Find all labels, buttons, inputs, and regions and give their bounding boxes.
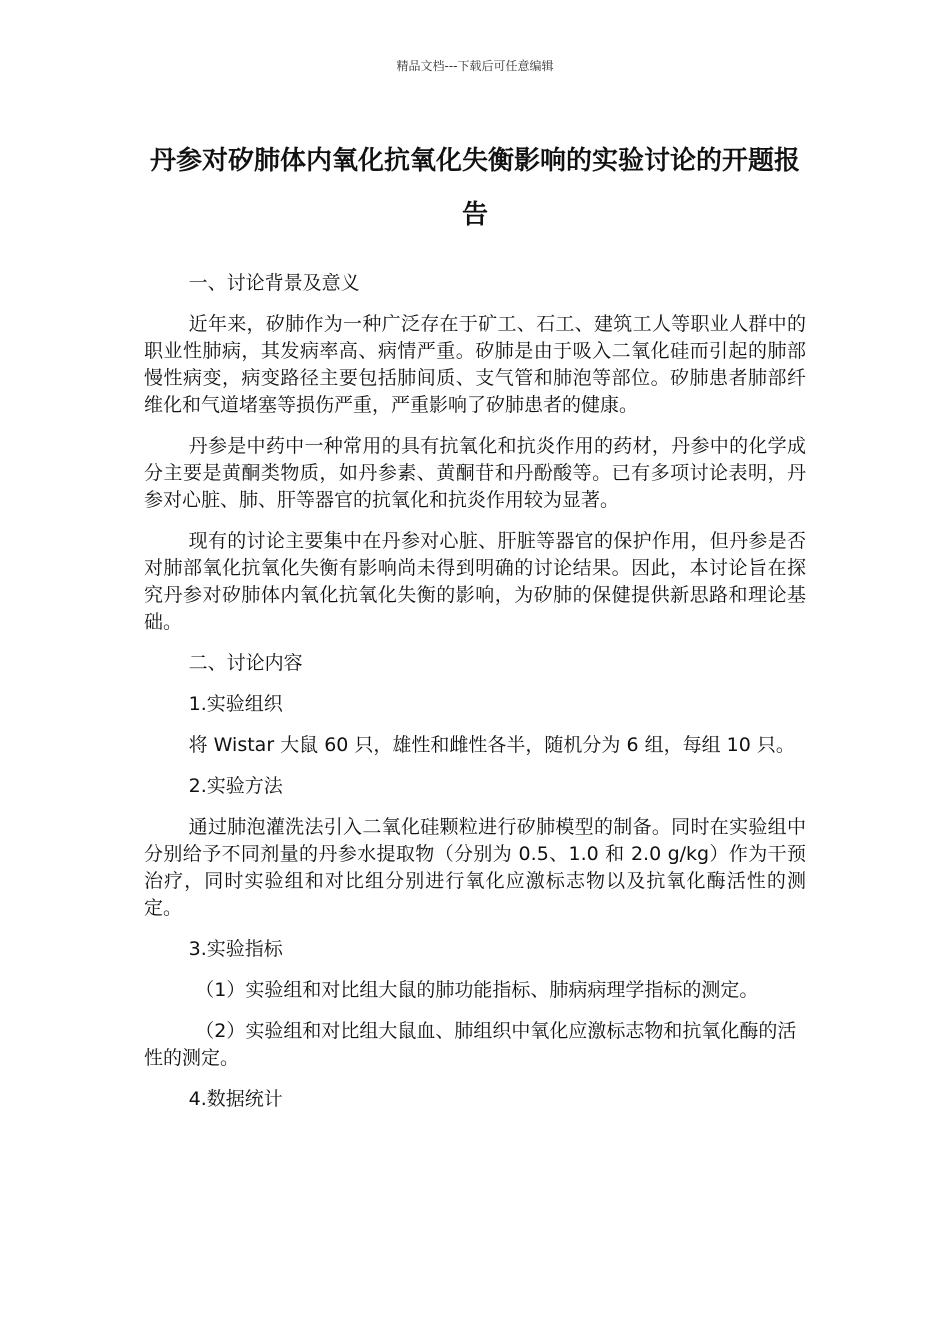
paragraph: 通过肺泡灌洗法引入二氧化硅颗粒进行矽肺模型的制备。同时在实验组中分别给予不同剂量的丹参水提取物（分别为 0.5、1.0 和 2.0 g/kg）作为干预治疗，同时实验组和对比组分别进行氧化应激标志物以及抗氧化酶活性的测定。 [144,816,806,919]
section-heading-background: 一、讨论背景及意义 [188,272,360,294]
paragraph: 丹参是中药中一种常用的具有抗氧化和抗炎作用的药材，丹参中的化学成分主要是黄酮类物质，如丹参素、黄酮苷和丹酚酸等。已有多项讨论表明，丹参对心脏、肺、肝等器官的抗氧化和抗炎作用较为显著。 [144,435,806,511]
subsection-heading: 3.实验指标 [188,938,283,960]
subsection-heading: 4.数据统计 [188,1088,283,1110]
subsection-heading: 2.实验方法 [188,775,283,797]
paragraph: 近年来，矽肺作为一种广泛存在于矿工、石工、建筑工人等职业人群中的职业性肺病，其发病率高、病情严重。矽肺是由于吸入二氧化硅而引起的肺部慢性病变，病变路径主要包括肺间质、支气管和肺泡等部位。矽肺患者肺部纤维化和气道堵塞等损伤严重，严重影响了矽肺患者的健康。 [144,313,806,416]
document-body [144,270,806,1127]
header-note: 精品文档---下载后可任意编辑 [396,59,554,73]
list-item: （1）实验组和对比组大鼠的肺功能指标、肺病病理学指标的测定。 [195,979,759,1001]
list-item: （2）实验组和对比组大鼠血、肺组织中氧化应激标志物和抗氧化酶的活性的测定。 [144,1020,797,1069]
document-title: 丹参对矽肺体内氧化抗氧化失衡影响的实验讨论的开题报告 [149,146,800,230]
section-heading-content: 二、讨论内容 [188,652,303,674]
subsection-heading: 1.实验组织 [188,693,283,715]
paragraph: 现有的讨论主要集中在丹参对心脏、肝脏等器官的保护作用，但丹参是否对肺部氧化抗氧化失衡有影响尚未得到明确的讨论结果。因此，本讨论旨在探究丹参对矽肺体内氧化抗氧化失衡的影响，为矽肺的保健提供新思路和理论基础。 [144,530,806,633]
paragraph: 将 Wistar 大鼠 60 只，雄性和雌性各半，随机分为 6 组，每组 10 只。 [188,734,795,756]
